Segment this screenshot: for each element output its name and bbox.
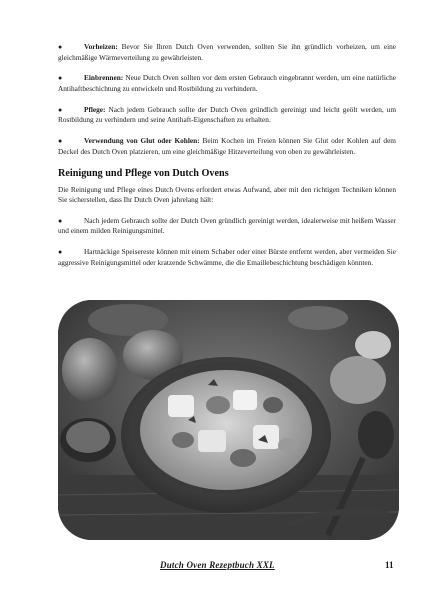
page-number: 11 [385,560,394,570]
bullet-text: Bevor Sie Ihren Dutch Oven verwenden, sollten Sie ihn gründlich vorheizen, um eine gleichmäßige Wärmeverteilung zu gewährleisten. [58,42,396,62]
bullet-text: Nach jedem Gebrauch sollte der Dutch Oven gründlich gereinigt werden, idealerweise mit heißem Wasser und einem milden Reinigungsmittel. [58,215,396,236]
section-intro: Die Reinigung und Pflege eines Dutch Ovens erfordert etwas Aufwand, aber mit den richtigen Techniken können Sie sicherstellen, dass Ihr Dutch Oven jahrelang hält: [58,184,396,205]
bullet-pflege [58,105,396,126]
bullet-dot: ● [58,74,63,83]
bullet-dot: ● [58,43,63,51]
bullet-text: Nach jedem Gebrauch sollte der Dutch Oven gründlich gereinigt und leicht geölt werden, um Rostbildung zu verhindern und seine Antihaft-Eigenschaften zu erhalten. [58,104,396,125]
bullet-term: Vorheizen: [84,42,118,51]
bullet-text: Hartnäckige Speisereste können mit einem Schaber oder einer Bürste entfernt werden, aber vermeiden Sie aggressive Reinigungsmittel oder kratzende Schwämme, die die Emaillebeschichtung beschädigen könnten. [58,247,396,267]
bullet-text: Beim Kochen im Freien können Sie Glut oder Kohlen auf dem Deckel des Dutch Oven platzieren, um eine gleichmäßige Hitzeverteilung von oben zu gewährleisten. [58,136,396,156]
bullet-dot: ● [58,137,63,146]
section-heading: Reinigung und Pflege von Dutch Ovens [58,167,229,179]
bullet-dot: ● [58,105,63,114]
bullet-reinigung-2 [58,247,396,268]
bullet-term: Pflege: [84,104,106,114]
footer-book-title: Dutch Oven Rezeptbuch XXL [160,560,275,570]
bullet-text: Neue Dutch Oven sollten vor dem ersten Gebrauch eingebrannt werden, um eine natürliche Antihaftbeschichtung zu entwickeln und Rostbildung zu verhindern. [58,73,396,93]
page-footer [0,560,442,578]
bullet-dot: ● [58,248,63,257]
stew-photo [58,300,399,540]
bullet-einbrennen [58,73,396,94]
bullet-dot: ● [58,216,63,225]
page-content [58,42,396,278]
bullet-glut-kohlen [58,136,396,157]
bullet-term: Verwendung von Glut oder Kohlen: [84,136,200,146]
bullet-vorheizen [58,42,396,63]
bullet-reinigung-1 [58,216,396,237]
bullet-term: Einbrennen: [84,73,124,83]
